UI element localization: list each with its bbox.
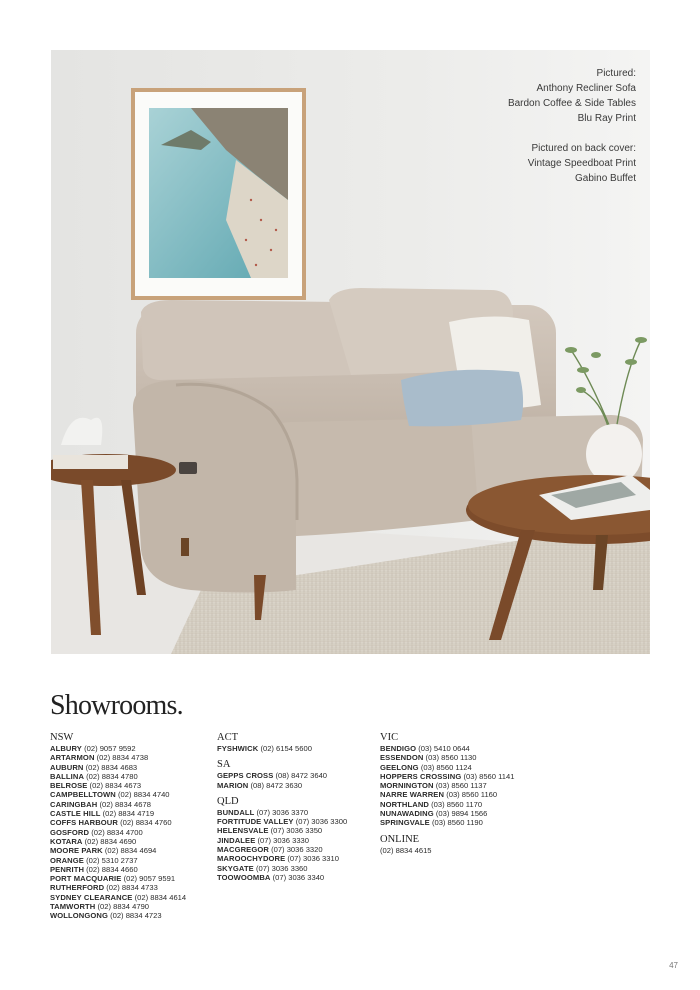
store-name: FORTITUDE VALLEY xyxy=(217,817,294,827)
store-phone: (02) 8834 4740 xyxy=(118,790,170,800)
store-phone: (07) 3036 3320 xyxy=(271,845,323,855)
store-entry xyxy=(217,817,377,826)
store-phone: (03) 8560 1160 xyxy=(446,790,498,800)
store-name: TAMWORTH xyxy=(50,902,96,912)
store-phone: (07) 3036 3340 xyxy=(272,872,325,882)
store-name: GEELONG xyxy=(380,762,419,772)
caption-line: Bardon Coffee & Side Tables xyxy=(507,98,636,109)
store-phone: (08) 8472 3640 xyxy=(275,771,328,781)
store-entry xyxy=(217,873,377,882)
store-name: GOSFORD xyxy=(50,827,90,837)
store-name: MACGREGOR xyxy=(217,845,269,855)
store-entry xyxy=(50,790,215,799)
region-heading-online: ONLINE xyxy=(380,833,420,845)
caption-line: Gabino Buffet xyxy=(575,173,636,184)
store-entry xyxy=(50,772,215,781)
store-list-nsw xyxy=(50,744,215,921)
store-entry xyxy=(380,772,540,781)
store-entry xyxy=(50,865,215,874)
store-entry xyxy=(380,809,540,818)
store-name: HOPPERS CROSSING xyxy=(380,771,462,781)
photo-caption xyxy=(508,66,636,186)
store-name: GEPPS CROSS xyxy=(217,771,274,781)
store-phone: (02) 8834 4614 xyxy=(134,892,187,902)
store-entry xyxy=(380,753,540,762)
column-vic-online xyxy=(380,732,540,855)
store-name: NORTHLAND xyxy=(380,799,429,809)
store-entry xyxy=(217,836,377,845)
store-name: ORANGE xyxy=(50,855,84,865)
store-phone: (02) 8834 4683 xyxy=(85,762,138,772)
store-name: BALLINA xyxy=(50,771,85,781)
store-entry xyxy=(50,893,215,902)
store-phone: (03) 8560 1170 xyxy=(431,799,483,809)
store-phone: (02) 6154 5600 xyxy=(260,744,312,753)
online-phone: (02) 8834 4615 xyxy=(380,845,432,855)
store-entry xyxy=(50,818,215,827)
caption-line: Blu Ray Print xyxy=(577,113,636,124)
store-name: NARRE WARREN xyxy=(380,790,445,800)
store-name: PENRITH xyxy=(50,864,85,874)
caption-line: Vintage Speedboat Print xyxy=(527,158,636,169)
store-entry xyxy=(217,744,377,753)
store-name: FYSHWICK xyxy=(217,744,259,753)
store-list-vic xyxy=(380,744,540,828)
store-name: KOTARA xyxy=(50,836,83,846)
store-entry xyxy=(50,902,215,911)
store-phone: (02) 8834 4790 xyxy=(97,902,150,912)
store-name: MARION xyxy=(217,780,249,790)
column-nsw xyxy=(50,732,215,921)
store-name: ARTARMON xyxy=(50,753,95,763)
store-entry xyxy=(380,781,540,790)
store-phone: (02) 8834 4723 xyxy=(110,911,162,921)
hero-photo xyxy=(51,50,650,654)
store-name: MOORE PARK xyxy=(50,846,103,856)
region-heading-sa: SA xyxy=(217,759,231,771)
store-entry xyxy=(50,911,215,920)
store-name: BENDIGO xyxy=(380,744,417,753)
store-phone: (02) 8834 4760 xyxy=(120,818,172,828)
store-entry xyxy=(50,828,215,837)
store-phone: (02) 8834 4780 xyxy=(86,771,138,781)
store-name: WOLLONGONG xyxy=(50,911,108,921)
store-name: TOOWOOMBA xyxy=(217,872,271,882)
store-phone: (02) 9057 9591 xyxy=(123,874,176,884)
store-phone: (02) 8834 4700 xyxy=(91,827,143,837)
store-phone: (02) 8834 4690 xyxy=(84,836,137,846)
store-name: MAROOCHYDORE xyxy=(217,854,286,864)
store-entry xyxy=(380,800,540,809)
store-phone: (02) 8834 4733 xyxy=(106,883,158,893)
store-name: BELROSE xyxy=(50,781,88,791)
store-name: AUBURN xyxy=(50,762,84,772)
column-act-sa-qld xyxy=(217,732,377,882)
store-entry xyxy=(50,753,215,762)
store-entry xyxy=(380,744,540,753)
store-entry xyxy=(217,864,377,873)
store-name: NUNAWADING xyxy=(380,809,434,819)
store-entry xyxy=(380,790,540,799)
store-entry xyxy=(50,846,215,855)
store-entry xyxy=(50,837,215,846)
store-entry xyxy=(217,781,377,790)
store-entry xyxy=(50,744,215,753)
store-entry xyxy=(217,808,377,817)
store-name: HELENSVALE xyxy=(217,826,269,836)
store-entry xyxy=(50,781,215,790)
store-phone: (02) 8834 4694 xyxy=(104,846,157,856)
store-phone: (07) 3036 3310 xyxy=(287,854,339,864)
store-name: COFFS HARBOUR xyxy=(50,818,118,828)
store-name: CAMPBELLTOWN xyxy=(50,790,116,800)
showrooms-title: Showrooms. xyxy=(50,690,183,721)
store-entry xyxy=(217,771,377,780)
store-phone: (02) 8834 4660 xyxy=(86,864,138,874)
store-entry xyxy=(217,854,377,863)
store-phone: (02) 8834 4673 xyxy=(89,781,142,791)
store-entry xyxy=(50,856,215,865)
store-entry xyxy=(50,763,215,772)
store-name: BUNDALL xyxy=(217,807,255,817)
store-phone: (02) 5310 2737 xyxy=(86,855,138,865)
store-name: CASTLE HILL xyxy=(50,809,101,819)
store-name: ESSENDON xyxy=(380,753,424,763)
store-phone: (08) 8472 3630 xyxy=(250,780,303,790)
store-phone: (07) 3036 3370 xyxy=(256,807,309,817)
store-name: RUTHERFORD xyxy=(50,883,105,893)
store-entry xyxy=(380,818,540,827)
store-entry xyxy=(50,809,215,818)
store-list-sa xyxy=(217,771,377,790)
store-phone: (02) 8834 4678 xyxy=(99,799,151,809)
store-list-act xyxy=(217,744,377,753)
store-name: SPRINGVALE xyxy=(380,818,430,828)
store-phone: (03) 8560 1124 xyxy=(420,762,472,772)
region-heading-act: ACT xyxy=(217,732,238,743)
store-phone: (02) 8834 4719 xyxy=(102,809,155,819)
caption-line: Pictured on back cover: xyxy=(531,143,636,154)
store-list-qld xyxy=(217,808,377,882)
store-name: ALBURY xyxy=(50,744,82,753)
store-phone: (07) 3036 3360 xyxy=(255,863,308,873)
caption-line: Pictured: xyxy=(596,68,636,79)
store-phone: (07) 3036 3350 xyxy=(270,826,323,836)
store-entry xyxy=(380,763,540,772)
store-phone: (03) 8560 1141 xyxy=(463,771,515,781)
store-name: SKYGATE xyxy=(217,863,254,873)
region-heading-qld: QLD xyxy=(217,795,239,807)
store-phone: (03) 5410 0644 xyxy=(418,744,470,753)
store-entry xyxy=(50,800,215,809)
store-name: JINDALEE xyxy=(217,835,256,845)
store-entry xyxy=(50,883,215,892)
region-heading-nsw: NSW xyxy=(50,732,74,743)
store-name: MORNINGTON xyxy=(380,781,434,791)
store-phone: (03) 8560 1190 xyxy=(431,818,483,828)
store-name: PORT MACQUARIE xyxy=(50,874,122,884)
store-phone: (07) 3036 3330 xyxy=(257,835,309,845)
store-phone: (03) 8560 1130 xyxy=(425,753,477,763)
store-phone: (03) 9894 1566 xyxy=(435,809,488,819)
store-name: CARINGBAH xyxy=(50,799,98,809)
store-phone: (07) 3036 3300 xyxy=(295,817,348,827)
store-phone: (02) 8834 4738 xyxy=(96,753,149,763)
store-phone: (03) 8560 1137 xyxy=(435,781,487,791)
store-entry xyxy=(50,874,215,883)
store-phone: (02) 9057 9592 xyxy=(84,744,136,753)
store-entry xyxy=(217,845,377,854)
region-heading-vic: VIC xyxy=(380,732,399,743)
store-name: SYDNEY CLEARANCE xyxy=(50,892,133,902)
store-entry xyxy=(217,826,377,835)
caption-line: Anthony Recliner Sofa xyxy=(536,83,636,94)
page-number: 47 xyxy=(669,961,678,970)
